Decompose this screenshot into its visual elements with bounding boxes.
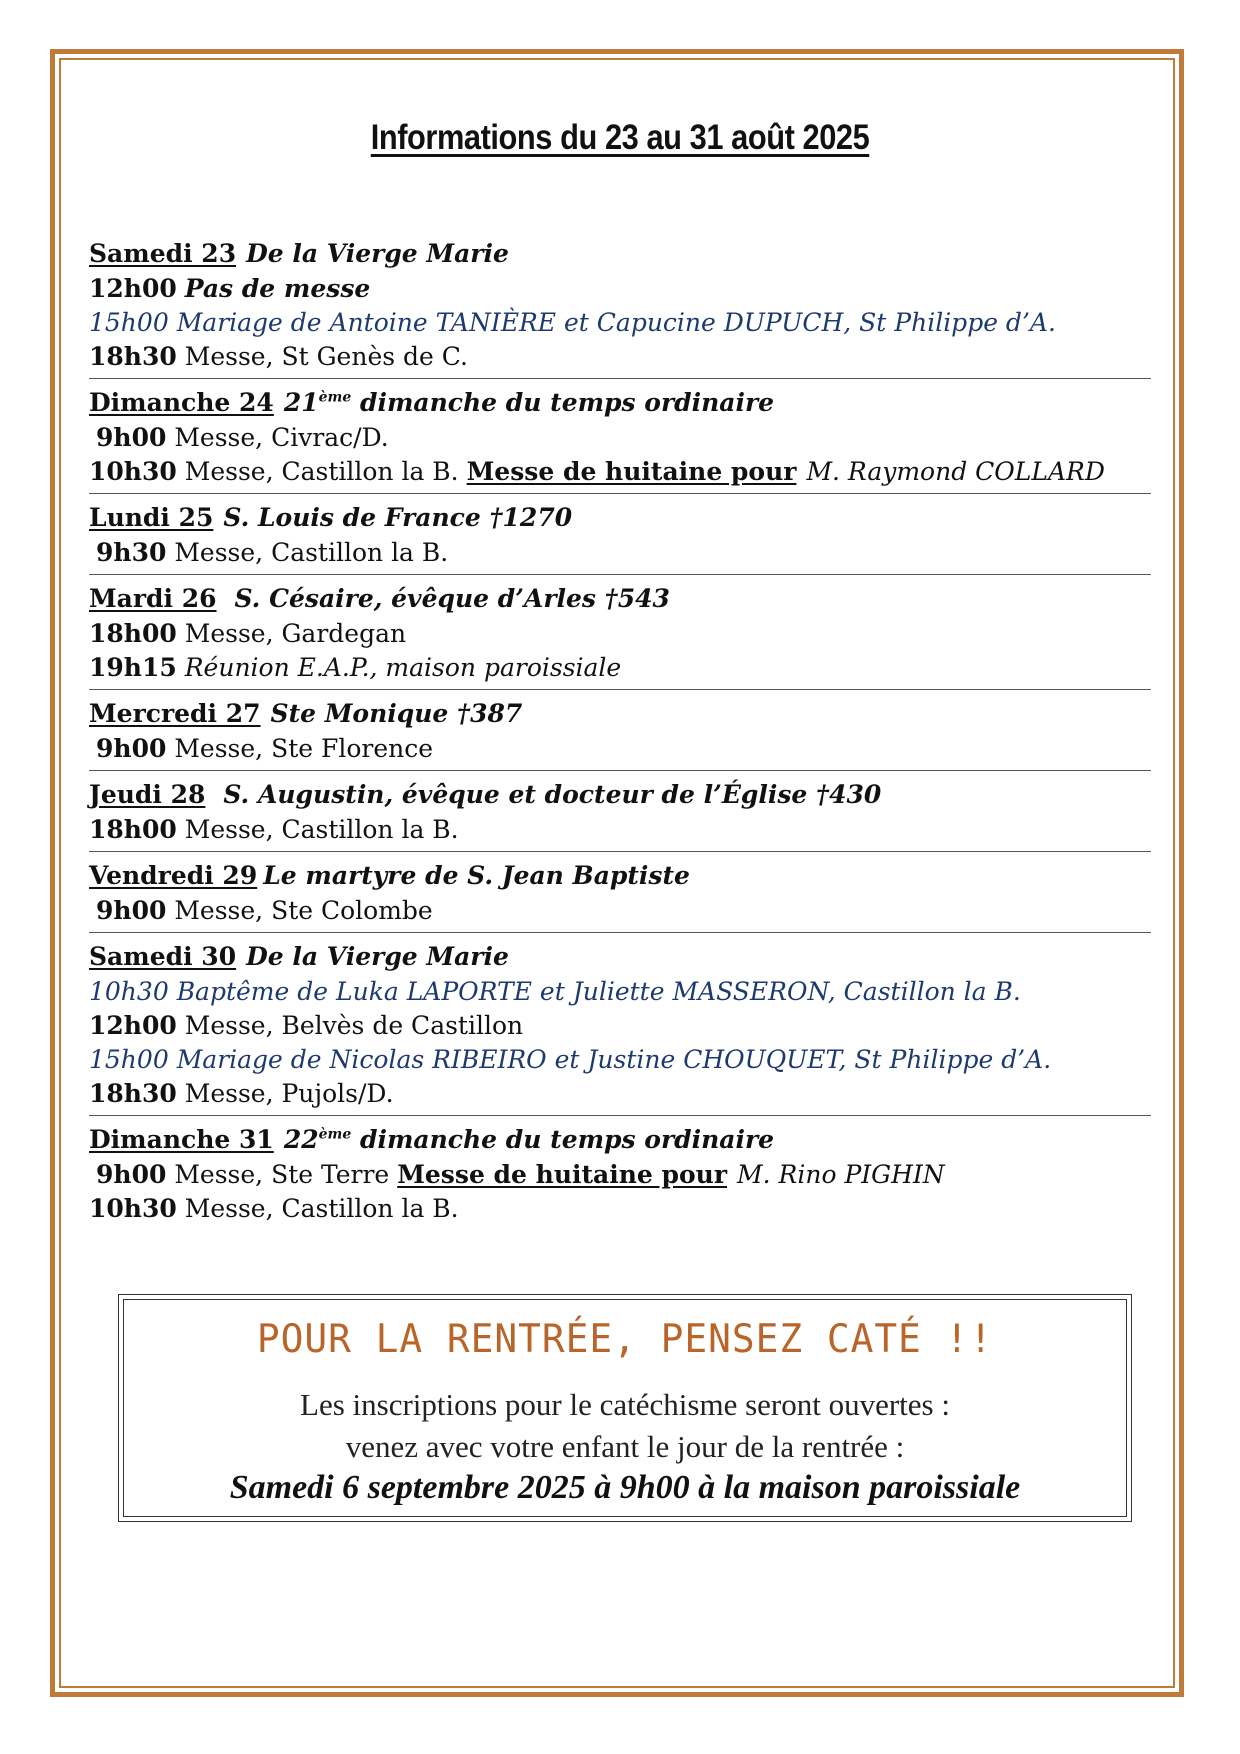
schedule-line	[89, 1077, 1151, 1111]
event-text: Messe, Belvès de Castillon	[184, 1011, 524, 1040]
day-name: Dimanche 24	[89, 388, 274, 417]
cate-title: POUR LA RENTRÉE, PENSEZ CATÉ !!	[256, 1317, 994, 1362]
time: 9h00	[96, 734, 167, 763]
day-vendredi-29	[89, 858, 1151, 933]
schedule-line	[89, 421, 1151, 455]
event-text: Mariage de Antoine TANIÈRE et Capucine DUPUCH, St Philippe d’A.	[176, 308, 1056, 337]
schedule-line	[89, 272, 1151, 306]
time: 9h00	[96, 896, 167, 925]
huitaine-person: M. Rino PIGHIN	[737, 1160, 945, 1189]
day-feast: Ste Monique †387	[270, 699, 523, 728]
schedule-line	[89, 1158, 1151, 1192]
schedule-line	[89, 617, 1151, 651]
day-feast: S. Louis de France †1270	[223, 503, 573, 532]
day-name: Mardi 26	[89, 584, 217, 613]
day-feast: De la Vierge Marie	[246, 239, 509, 268]
day-mercredi-27	[89, 696, 1151, 771]
event-text: Messe, Castillon la B.	[174, 538, 449, 567]
schedule-line	[89, 813, 1151, 847]
day-name: Vendredi 29	[89, 861, 258, 890]
schedule-line	[89, 732, 1151, 766]
day-name: Jeudi 28	[89, 780, 206, 809]
event-text: Réunion E.A.P., maison paroissiale	[184, 653, 622, 682]
day-mardi-26	[89, 581, 1151, 690]
time: 10h30	[89, 1194, 177, 1223]
event-text: Messe, Castillon la B.	[184, 1194, 459, 1223]
time: 12h00	[89, 1011, 177, 1040]
day-feast: 21ème dimanche du temps ordinaire	[283, 388, 775, 417]
schedule-line	[89, 975, 1151, 1009]
time: 9h30	[96, 538, 167, 567]
page-title: Informations du 23 au 31 août 2025	[370, 118, 870, 157]
time: 15h00	[89, 308, 169, 337]
day-feast: S. Augustin, évêque et docteur de l’Église †430	[223, 780, 882, 809]
event-text: Messe, Civrac/D.	[174, 423, 389, 452]
event-text: Mariage de Nicolas RIBEIRO et Justine CHOUQUET, St Philippe d’A.	[176, 1045, 1052, 1074]
time: 18h00	[89, 619, 177, 648]
day-feast: 22ème dimanche du temps ordinaire	[283, 1125, 775, 1154]
event-text: Messe, St Genès de C.	[184, 342, 468, 371]
time: 18h00	[89, 815, 177, 844]
day-name: Samedi 23	[89, 239, 237, 268]
day-samedi-23	[89, 236, 1151, 379]
day-name: Dimanche 31	[89, 1125, 274, 1154]
huitaine-label: Messe de huitaine pour	[397, 1160, 728, 1189]
schedule-line	[89, 894, 1151, 928]
day-dimanche-24	[89, 385, 1151, 494]
day-feast: S. Césaire, évêque d’Arles †543	[234, 584, 670, 613]
event-text: Messe, Ste Terre	[174, 1160, 390, 1189]
time: 9h00	[96, 423, 167, 452]
event-text: Messe, Ste Florence	[174, 734, 434, 763]
schedule-line	[89, 340, 1151, 374]
day-name: Mercredi 27	[89, 699, 261, 728]
time: 15h00	[89, 1045, 169, 1074]
schedule-line	[89, 306, 1151, 340]
day-lundi-25	[89, 500, 1151, 575]
schedule-line	[89, 1043, 1151, 1077]
event-text: Messe, Gardegan	[184, 619, 407, 648]
schedule	[89, 236, 1151, 1236]
event-text: Messe, Ste Colombe	[174, 896, 433, 925]
day-name: Lundi 25	[89, 503, 214, 532]
huitaine-person: M. Raymond COLLARD	[806, 457, 1105, 486]
time: 18h30	[89, 1079, 177, 1108]
day-name: Samedi 30	[89, 942, 237, 971]
day-samedi-30	[89, 939, 1151, 1116]
cate-announcement-box	[118, 1294, 1132, 1522]
time: 10h30	[89, 977, 169, 1006]
time: 19h15	[89, 653, 177, 682]
event-text: Pas de messe	[184, 274, 371, 303]
schedule-line	[89, 536, 1151, 570]
time: 18h30	[89, 342, 177, 371]
cate-line-1: Les inscriptions pour le catéchisme seront ouvertes :	[300, 1387, 950, 1422]
schedule-line	[89, 651, 1151, 685]
cate-line-3: Samedi 6 septembre 2025 à 9h00 à la maison paroissiale	[229, 1469, 1021, 1506]
day-dimanche-31	[89, 1122, 1151, 1230]
event-text: Messe, Castillon la B.	[184, 457, 459, 486]
schedule-line	[89, 455, 1151, 489]
time: 9h00	[96, 1160, 167, 1189]
huitaine-label: Messe de huitaine pour	[466, 457, 797, 486]
day-feast: Le martyre de S. Jean Baptiste	[263, 861, 690, 890]
day-jeudi-28	[89, 777, 1151, 852]
day-feast: De la Vierge Marie	[246, 942, 509, 971]
time: 10h30	[89, 457, 177, 486]
cate-line-2: venez avec votre enfant le jour de la rentrée :	[345, 1429, 905, 1464]
event-text: Baptême de Luka LAPORTE et Juliette MASSERON, Castillon la B.	[176, 977, 1021, 1006]
event-text: Messe, Pujols/D.	[184, 1079, 394, 1108]
schedule-line	[89, 1009, 1151, 1043]
schedule-line	[89, 1192, 1151, 1226]
event-text: Messe, Castillon la B.	[184, 815, 459, 844]
time: 12h00	[89, 274, 177, 303]
